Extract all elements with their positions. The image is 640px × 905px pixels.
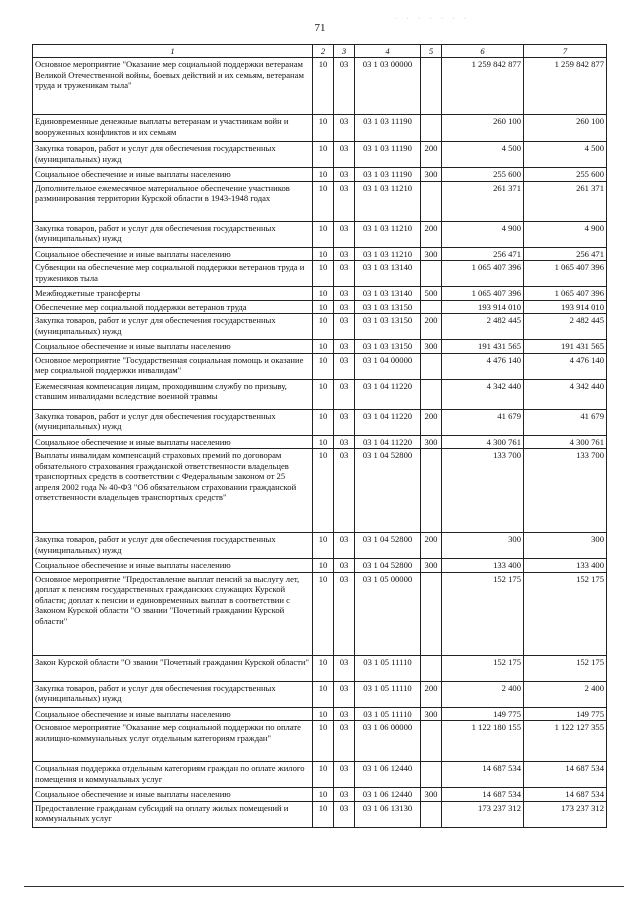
table-row (33, 58, 607, 115)
row-description: Единовременные денежные выплаты ветеранам и участникам войн и вооруженных конфликтов и их семьям (33, 115, 313, 142)
row-description: Социальное обеспечение и иные выплаты населению (33, 247, 313, 260)
row-section: 10 (313, 721, 334, 762)
row-expense-type (421, 181, 442, 221)
row-amount-2018: 300 (524, 533, 607, 559)
row-section: 10 (313, 115, 334, 142)
row-subsection: 03 (334, 801, 355, 827)
row-amount-2017: 2 482 445 (442, 314, 524, 340)
row-target-code: 03 1 03 11190 (355, 168, 421, 181)
row-amount-2017: 255 600 (442, 168, 524, 181)
row-target-code: 03 1 04 52800 (355, 559, 421, 572)
row-amount-2017: 4 342 440 (442, 379, 524, 409)
row-amount-2017: 260 100 (442, 115, 524, 142)
row-description: Основное мероприятие "Государственная социальная помощь и оказание мер социальной поддержки инвалидам" (33, 353, 313, 379)
row-subsection: 03 (334, 721, 355, 762)
row-subsection: 03 (334, 181, 355, 221)
row-expense-type: 200 (421, 533, 442, 559)
row-expense-type: 300 (421, 788, 442, 801)
row-description: Социальное обеспечение и иные выплаты населению (33, 340, 313, 353)
row-amount-2017: 1 259 842 877 (442, 58, 524, 115)
row-section: 10 (313, 247, 334, 260)
row-target-code: 03 1 04 52800 (355, 533, 421, 559)
row-expense-type (421, 801, 442, 827)
row-amount-2018: 255 600 (524, 168, 607, 181)
row-section: 10 (313, 340, 334, 353)
row-expense-type: 300 (421, 247, 442, 260)
table-row (33, 788, 607, 801)
row-amount-2017: 152 175 (442, 572, 524, 655)
row-section: 10 (313, 681, 334, 707)
row-expense-type: 300 (421, 707, 442, 720)
row-subsection: 03 (334, 340, 355, 353)
row-amount-2018: 4 900 (524, 221, 607, 247)
row-section: 10 (313, 435, 334, 448)
row-target-code: 03 1 03 11190 (355, 115, 421, 142)
row-amount-2018: 191 431 565 (524, 340, 607, 353)
row-amount-2018: 1 122 127 355 (524, 721, 607, 762)
row-expense-type: 300 (421, 340, 442, 353)
row-expense-type (421, 379, 442, 409)
row-subsection: 03 (334, 247, 355, 260)
row-amount-2018: 2 400 (524, 681, 607, 707)
row-expense-type: 500 (421, 287, 442, 300)
row-description: Ежемесячная компенсация лицам, проходившим службу по призыву, ставшим инвалидами вследствие военной травмы (33, 379, 313, 409)
row-amount-2018: 173 237 312 (524, 801, 607, 827)
row-description: Межбюджетные трансферты (33, 287, 313, 300)
col-header-2: 2 (313, 45, 334, 58)
row-description: Социальное обеспечение и иные выплаты населению (33, 435, 313, 448)
row-section: 10 (313, 379, 334, 409)
row-amount-2018: 4 342 440 (524, 379, 607, 409)
row-amount-2017: 4 476 140 (442, 353, 524, 379)
row-amount-2018: 1 065 407 396 (524, 287, 607, 300)
row-target-code: 03 1 04 11220 (355, 379, 421, 409)
row-amount-2017: 300 (442, 533, 524, 559)
row-description: Социальное обеспечение и иные выплаты населению (33, 707, 313, 720)
row-subsection: 03 (334, 287, 355, 300)
table-row (33, 681, 607, 707)
row-target-code: 03 1 04 11220 (355, 409, 421, 435)
row-amount-2018: 4 300 761 (524, 435, 607, 448)
col-header-1: 1 (33, 45, 313, 58)
col-header-4: 4 (355, 45, 421, 58)
row-description: Социальное обеспечение и иные выплаты населению (33, 168, 313, 181)
row-amount-2018: 4 500 (524, 142, 607, 168)
row-subsection: 03 (334, 788, 355, 801)
row-section: 10 (313, 655, 334, 681)
row-amount-2017: 193 914 010 (442, 300, 524, 313)
row-subsection: 03 (334, 142, 355, 168)
row-section: 10 (313, 762, 334, 788)
table-row (33, 533, 607, 559)
row-subsection: 03 (334, 261, 355, 287)
col-header-5: 5 (421, 45, 442, 58)
row-section: 10 (313, 788, 334, 801)
row-expense-type (421, 300, 442, 313)
table-row (33, 559, 607, 572)
row-description: Закупка товаров, работ и услуг для обеспечения государственных (муниципальных) нужд (33, 314, 313, 340)
row-target-code: 03 1 03 11210 (355, 247, 421, 260)
row-amount-2018: 1 065 407 396 (524, 261, 607, 287)
row-subsection: 03 (334, 681, 355, 707)
row-subsection: 03 (334, 572, 355, 655)
row-amount-2017: 191 431 565 (442, 340, 524, 353)
row-section: 10 (313, 181, 334, 221)
row-section: 10 (313, 287, 334, 300)
row-target-code: 03 1 03 13140 (355, 261, 421, 287)
row-target-code: 03 1 03 11190 (355, 142, 421, 168)
row-subsection: 03 (334, 379, 355, 409)
row-description: Предоставление гражданам субсидий на оплату жилых помещений и коммунальных услуг (33, 801, 313, 827)
row-amount-2018: 133 700 (524, 449, 607, 533)
page-number: 71 (314, 22, 326, 34)
row-expense-type: 200 (421, 142, 442, 168)
row-amount-2017: 4 300 761 (442, 435, 524, 448)
row-target-code: 03 1 04 52800 (355, 449, 421, 533)
row-target-code: 03 1 03 11210 (355, 181, 421, 221)
row-target-code: 03 1 04 00000 (355, 353, 421, 379)
row-subsection: 03 (334, 115, 355, 142)
table-row (33, 762, 607, 788)
table-row (33, 221, 607, 247)
table-row (33, 314, 607, 340)
row-description: Закупка товаров, работ и услуг для обеспечения государственных (муниципальных) нужд (33, 142, 313, 168)
row-description: Основное мероприятие "Оказание мер социальной поддержки по оплате жилищно-коммунальных услуг отдельным категориям граждан" (33, 721, 313, 762)
row-expense-type (421, 261, 442, 287)
row-target-code: 03 1 03 13150 (355, 340, 421, 353)
row-target-code: 03 1 04 11220 (355, 435, 421, 448)
row-expense-type (421, 762, 442, 788)
table-row (33, 572, 607, 655)
row-target-code: 03 1 03 13150 (355, 300, 421, 313)
table-row (33, 115, 607, 142)
row-amount-2017: 14 687 534 (442, 762, 524, 788)
row-expense-type (421, 353, 442, 379)
row-description: Основное мероприятие "Предоставление выплат пенсий за выслугу лет, доплат к пенсиям государственных гражданских служащих Курской области; доплат к пенсии и единовременных выплат в соответствии с Законом Курской области "О звании "Почетный гражданин Курской области" (33, 572, 313, 655)
row-description: Основное мероприятие "Оказание мер социальной поддержки ветеранам Великой Отечественной войны, боевых действий и их семьям, ветеранам труда и труженикам тыла" (33, 58, 313, 115)
row-expense-type: 300 (421, 435, 442, 448)
table-row (33, 707, 607, 720)
row-section: 10 (313, 300, 334, 313)
row-subsection: 03 (334, 533, 355, 559)
row-amount-2018: 149 775 (524, 707, 607, 720)
row-target-code: 03 1 06 00000 (355, 721, 421, 762)
row-amount-2018: 256 471 (524, 247, 607, 260)
table-row (33, 449, 607, 533)
table-row (33, 261, 607, 287)
row-target-code: 03 1 05 11110 (355, 681, 421, 707)
table-row (33, 168, 607, 181)
table-row (33, 142, 607, 168)
row-expense-type: 200 (421, 221, 442, 247)
row-section: 10 (313, 533, 334, 559)
row-amount-2017: 152 175 (442, 655, 524, 681)
header-row (33, 45, 607, 58)
row-amount-2017: 4 500 (442, 142, 524, 168)
row-amount-2018: 133 400 (524, 559, 607, 572)
row-subsection: 03 (334, 655, 355, 681)
row-subsection: 03 (334, 559, 355, 572)
row-amount-2017: 133 700 (442, 449, 524, 533)
row-section: 10 (313, 572, 334, 655)
row-section: 10 (313, 409, 334, 435)
row-subsection: 03 (334, 762, 355, 788)
row-subsection: 03 (334, 58, 355, 115)
row-subsection: 03 (334, 449, 355, 533)
row-amount-2018: 14 687 534 (524, 762, 607, 788)
col-header-3: 3 (334, 45, 355, 58)
table-row (33, 409, 607, 435)
row-subsection: 03 (334, 707, 355, 720)
row-expense-type: 200 (421, 409, 442, 435)
row-subsection: 03 (334, 314, 355, 340)
row-description: Закупка товаров, работ и услуг для обеспечения государственных (муниципальных) нужд (33, 409, 313, 435)
row-target-code: 03 1 03 11210 (355, 221, 421, 247)
row-amount-2018: 1 259 842 877 (524, 58, 607, 115)
row-amount-2017: 149 775 (442, 707, 524, 720)
row-description: Социальное обеспечение и иные выплаты населению (33, 788, 313, 801)
row-target-code: 03 1 06 12440 (355, 762, 421, 788)
row-description: Закупка товаров, работ и услуг для обеспечения государственных (муниципальных) нужд (33, 221, 313, 247)
table-row (33, 300, 607, 313)
row-amount-2017: 173 237 312 (442, 801, 524, 827)
row-section: 10 (313, 168, 334, 181)
table-row (33, 801, 607, 827)
row-expense-type (421, 115, 442, 142)
row-description: Закупка товаров, работ и услуг для обеспечения государственных (муниципальных) нужд (33, 533, 313, 559)
row-subsection: 03 (334, 300, 355, 313)
table-row (33, 721, 607, 762)
row-amount-2017: 4 900 (442, 221, 524, 247)
row-subsection: 03 (334, 435, 355, 448)
row-expense-type: 200 (421, 314, 442, 340)
row-amount-2017: 1 122 180 155 (442, 721, 524, 762)
row-target-code: 03 1 05 11110 (355, 707, 421, 720)
row-section: 10 (313, 142, 334, 168)
table-row (33, 655, 607, 681)
table-row (33, 353, 607, 379)
row-description: Обеспечение мер социальной поддержки ветеранов труда (33, 300, 313, 313)
row-amount-2017: 261 371 (442, 181, 524, 221)
row-section: 10 (313, 353, 334, 379)
row-section: 10 (313, 559, 334, 572)
bottom-rule (24, 886, 624, 887)
row-section: 10 (313, 58, 334, 115)
table-row (33, 247, 607, 260)
row-amount-2018: 260 100 (524, 115, 607, 142)
row-expense-type (421, 655, 442, 681)
row-description: Социальная поддержка отдельным категориям граждан по оплате жилого помещения и коммунальных услуг (33, 762, 313, 788)
row-amount-2017: 1 065 407 396 (442, 287, 524, 300)
col-header-7: 7 (524, 45, 607, 58)
row-target-code: 03 1 05 00000 (355, 572, 421, 655)
row-amount-2018: 152 175 (524, 655, 607, 681)
table-row (33, 379, 607, 409)
row-section: 10 (313, 221, 334, 247)
row-section: 10 (313, 707, 334, 720)
row-description: Дополнительное ежемесячное материальное обеспечение участников разминирования территории Курской области в 1943-1948 годах (33, 181, 313, 221)
row-section: 10 (313, 261, 334, 287)
table-row (33, 287, 607, 300)
row-expense-type (421, 721, 442, 762)
row-amount-2017: 14 687 534 (442, 788, 524, 801)
row-description: Выплаты инвалидам компенсаций страховых премий по договорам обязательного страхования гражданской ответственности владельцев транспортных средств в соответствии с Федеральным законом от 25 апреля 2002 года № 40-ФЗ "Об обязательном страховании гражданской ответственности владельцев транспортных средств" (33, 449, 313, 533)
row-subsection: 03 (334, 221, 355, 247)
row-amount-2018: 193 914 010 (524, 300, 607, 313)
row-section: 10 (313, 449, 334, 533)
scan-artifact: · · · · · · · (395, 16, 470, 22)
table-row (33, 181, 607, 221)
row-expense-type: 300 (421, 559, 442, 572)
row-section: 10 (313, 314, 334, 340)
row-amount-2017: 2 400 (442, 681, 524, 707)
row-expense-type (421, 58, 442, 115)
row-amount-2018: 14 687 534 (524, 788, 607, 801)
row-target-code: 03 1 03 13140 (355, 287, 421, 300)
row-amount-2018: 41 679 (524, 409, 607, 435)
row-expense-type (421, 449, 442, 533)
row-amount-2018: 152 175 (524, 572, 607, 655)
row-subsection: 03 (334, 353, 355, 379)
row-expense-type: 200 (421, 681, 442, 707)
row-amount-2018: 261 371 (524, 181, 607, 221)
row-expense-type: 300 (421, 168, 442, 181)
row-description: Закон Курской области "О звании "Почетный гражданин Курской области" (33, 655, 313, 681)
budget-table (32, 44, 607, 828)
row-amount-2017: 133 400 (442, 559, 524, 572)
row-subsection: 03 (334, 168, 355, 181)
row-subsection: 03 (334, 409, 355, 435)
row-target-code: 03 1 03 00000 (355, 58, 421, 115)
row-description: Закупка товаров, работ и услуг для обеспечения государственных (муниципальных) нужд (33, 681, 313, 707)
row-section: 10 (313, 801, 334, 827)
row-amount-2017: 1 065 407 396 (442, 261, 524, 287)
row-amount-2018: 2 482 445 (524, 314, 607, 340)
table-row (33, 435, 607, 448)
row-amount-2017: 41 679 (442, 409, 524, 435)
row-target-code: 03 1 06 12440 (355, 788, 421, 801)
row-amount-2018: 4 476 140 (524, 353, 607, 379)
row-description: Социальное обеспечение и иные выплаты населению (33, 559, 313, 572)
row-target-code: 03 1 03 13150 (355, 314, 421, 340)
row-target-code: 03 1 06 13130 (355, 801, 421, 827)
row-target-code: 03 1 05 11110 (355, 655, 421, 681)
row-amount-2017: 256 471 (442, 247, 524, 260)
row-description: Субвенции на обеспечение мер социальной поддержки ветеранов труда и тружеников тыла (33, 261, 313, 287)
table-row (33, 340, 607, 353)
row-expense-type (421, 572, 442, 655)
col-header-6: 6 (442, 45, 524, 58)
